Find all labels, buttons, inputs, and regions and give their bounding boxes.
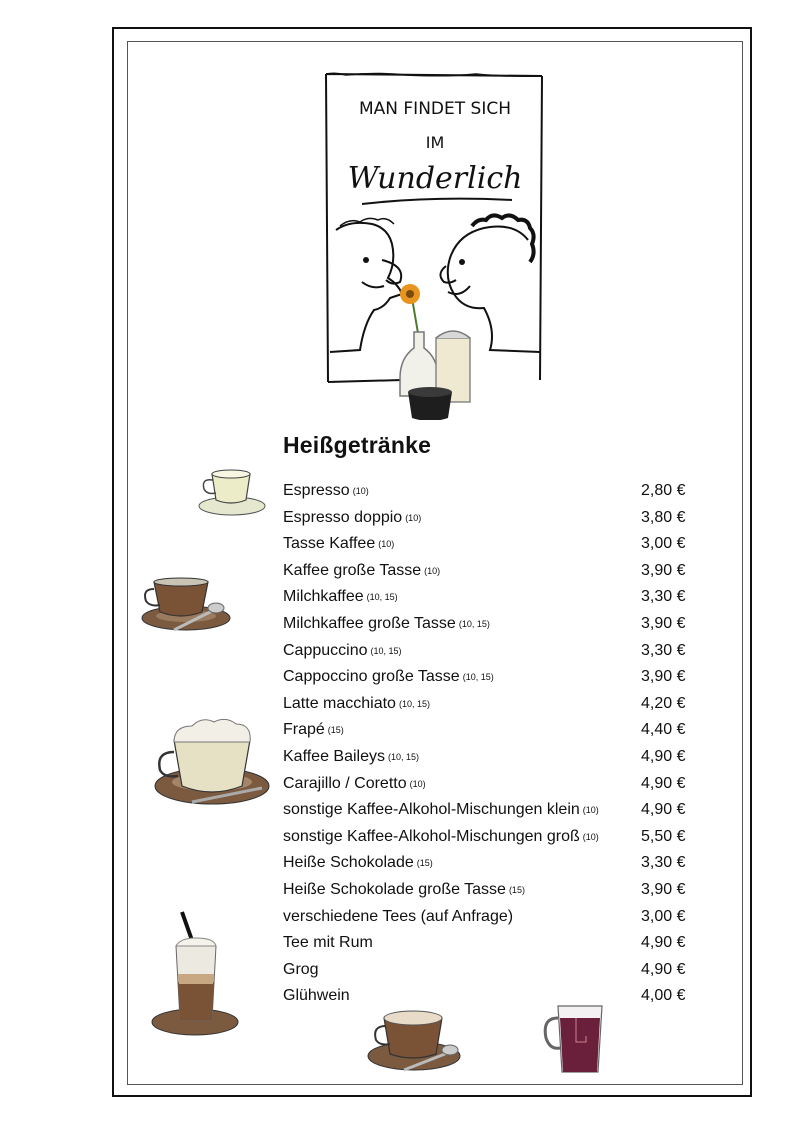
menu-item-label: Milchkaffee xyxy=(283,588,364,606)
menu-item-note: (15) xyxy=(416,858,433,869)
menu-item xyxy=(283,797,693,824)
menu-item-price: 3,90 € xyxy=(641,614,686,632)
menu-item-price: 4,20 € xyxy=(641,694,686,712)
menu-item-price: 4,90 € xyxy=(641,774,686,792)
menu-item-note: (10, 15) xyxy=(398,698,430,709)
menu-item-note: (10) xyxy=(409,778,426,789)
menu-item-note: (10) xyxy=(352,486,369,496)
menu-item-note: (10, 15) xyxy=(370,645,402,656)
menu-item xyxy=(283,771,693,798)
menu-item-name xyxy=(283,664,494,691)
menu-item-note: (10) xyxy=(582,805,599,816)
menu-item-note: (15) xyxy=(508,884,525,895)
menu-item-label: Tasse Kaffee xyxy=(283,535,376,553)
menu-item xyxy=(283,824,693,851)
menu-item-label: Frapé xyxy=(283,721,325,739)
menu-item-label: Espresso doppio xyxy=(283,508,403,526)
menu-item-label: Cappuccino xyxy=(283,641,368,659)
menu-item-name xyxy=(283,957,319,984)
menu-item-name xyxy=(283,904,513,931)
menu-item-price: 4,40 € xyxy=(641,721,686,739)
menu-list xyxy=(283,478,693,1010)
menu-item-note: (10) xyxy=(378,539,395,550)
menu-item-note: (10) xyxy=(424,565,441,576)
menu-item-price: 4,00 € xyxy=(641,987,686,1005)
menu-item xyxy=(283,531,693,558)
menu-item-price: 3,00 € xyxy=(641,907,686,925)
menu-item-name xyxy=(283,824,599,851)
menu-item xyxy=(283,850,693,877)
menu-item-name xyxy=(283,771,426,798)
logo-line-1: MAN FINDET SICH xyxy=(358,99,512,119)
menu-item-note: (10) xyxy=(582,831,599,842)
menu-item xyxy=(283,558,693,585)
menu-item-price: 4,90 € xyxy=(641,801,686,819)
menu-item-name xyxy=(283,584,398,611)
menu-item-price: 4,90 € xyxy=(641,934,686,952)
menu-item-label: Heiße Schokolade xyxy=(283,854,414,872)
menu-item-note: (15) xyxy=(327,725,344,736)
menu-item-name xyxy=(283,638,402,665)
menu-item xyxy=(283,877,693,904)
menu-item-label: Milchkaffee große Tasse xyxy=(283,614,456,632)
menu-item-label: Latte macchiato xyxy=(283,694,396,712)
menu-item-price: 5,50 € xyxy=(641,827,686,845)
menu-item xyxy=(283,904,693,931)
menu-item-price: 3,90 € xyxy=(641,880,686,898)
menu-item xyxy=(283,638,693,665)
menu-item xyxy=(283,744,693,771)
menu-item-price: 3,90 € xyxy=(641,668,686,686)
latte-macchiato-glass-icon xyxy=(150,910,240,1040)
menu-item-name xyxy=(283,744,419,771)
menu-item-price: 3,80 € xyxy=(641,508,686,526)
menu-item-name xyxy=(283,877,525,904)
menu-item-price: 3,90 € xyxy=(641,561,686,579)
menu-item-note: (10, 15) xyxy=(388,751,420,762)
menu-item-price: 3,30 € xyxy=(641,641,686,659)
menu-item-name xyxy=(283,531,394,558)
menu-item-price: 3,30 € xyxy=(641,854,686,872)
menu-item-name xyxy=(283,850,433,877)
section-title: Heißgetränke xyxy=(283,432,432,458)
menu-item xyxy=(283,611,693,638)
menu-item xyxy=(283,478,693,505)
cappuccino-cup-icon xyxy=(152,718,270,812)
menu-item-label: Tee mit Rum xyxy=(283,934,373,952)
menu-item-note: (10) xyxy=(405,512,422,523)
menu-item-label: verschiedene Tees (auf Anfrage) xyxy=(283,907,514,925)
menu-item-label: Kaffee große Tasse xyxy=(283,561,422,579)
menu-item xyxy=(283,664,693,691)
menu-item-note: (10, 15) xyxy=(366,592,398,603)
menu-item-note: (10, 15) xyxy=(462,672,494,683)
menu-item-label: Carajillo / Coretto xyxy=(283,774,407,792)
menu-item xyxy=(283,930,693,957)
logo-line-3: Wunderlich xyxy=(347,161,523,196)
menu-item xyxy=(283,584,693,611)
milk-coffee-cup-icon xyxy=(366,1004,462,1076)
menu-item-price: 4,90 € xyxy=(641,747,686,765)
menu-item xyxy=(283,983,693,1010)
espresso-cup-icon xyxy=(196,466,268,518)
menu-item-name xyxy=(283,930,373,957)
mulled-wine-glass-icon xyxy=(542,1000,614,1078)
menu-item-label: Espresso xyxy=(283,482,350,499)
logo-line-2: IM xyxy=(425,133,445,152)
menu-item xyxy=(283,717,693,744)
menu-item-label: Glühwein xyxy=(283,987,350,1005)
menu-item-name xyxy=(283,611,490,638)
menu-item-name xyxy=(283,505,421,532)
menu-item-label: sonstige Kaffee-Alkohol-Mischungen klein xyxy=(283,801,580,819)
menu-item-price: 2,80 € xyxy=(641,482,686,499)
menu-item-label: Cappoccino große Tasse xyxy=(283,668,460,686)
menu-item-name xyxy=(283,478,369,505)
menu-item-label: Kaffee Baileys xyxy=(283,747,385,765)
menu-item-label: sonstige Kaffee-Alkohol-Mischungen groß xyxy=(283,827,580,845)
menu-item-name xyxy=(283,983,350,1010)
menu-item-price: 3,00 € xyxy=(641,535,686,553)
menu-item-label: Heiße Schokolade große Tasse xyxy=(283,880,506,898)
coffee-cup-icon xyxy=(140,574,232,636)
menu-item-name xyxy=(283,558,440,585)
menu-item-price: 3,30 € xyxy=(641,588,686,606)
menu-item-label: Grog xyxy=(283,960,319,978)
menu-item-name xyxy=(283,797,599,824)
menu-item xyxy=(283,691,693,718)
menu-item-price: 4,90 € xyxy=(641,960,686,978)
menu-item xyxy=(283,505,693,532)
menu-item-name xyxy=(283,717,344,744)
menu-item-note: (10, 15) xyxy=(458,618,490,629)
menu-item-name xyxy=(283,691,430,718)
menu-item xyxy=(283,957,693,984)
wunderlich-logo xyxy=(322,70,548,420)
